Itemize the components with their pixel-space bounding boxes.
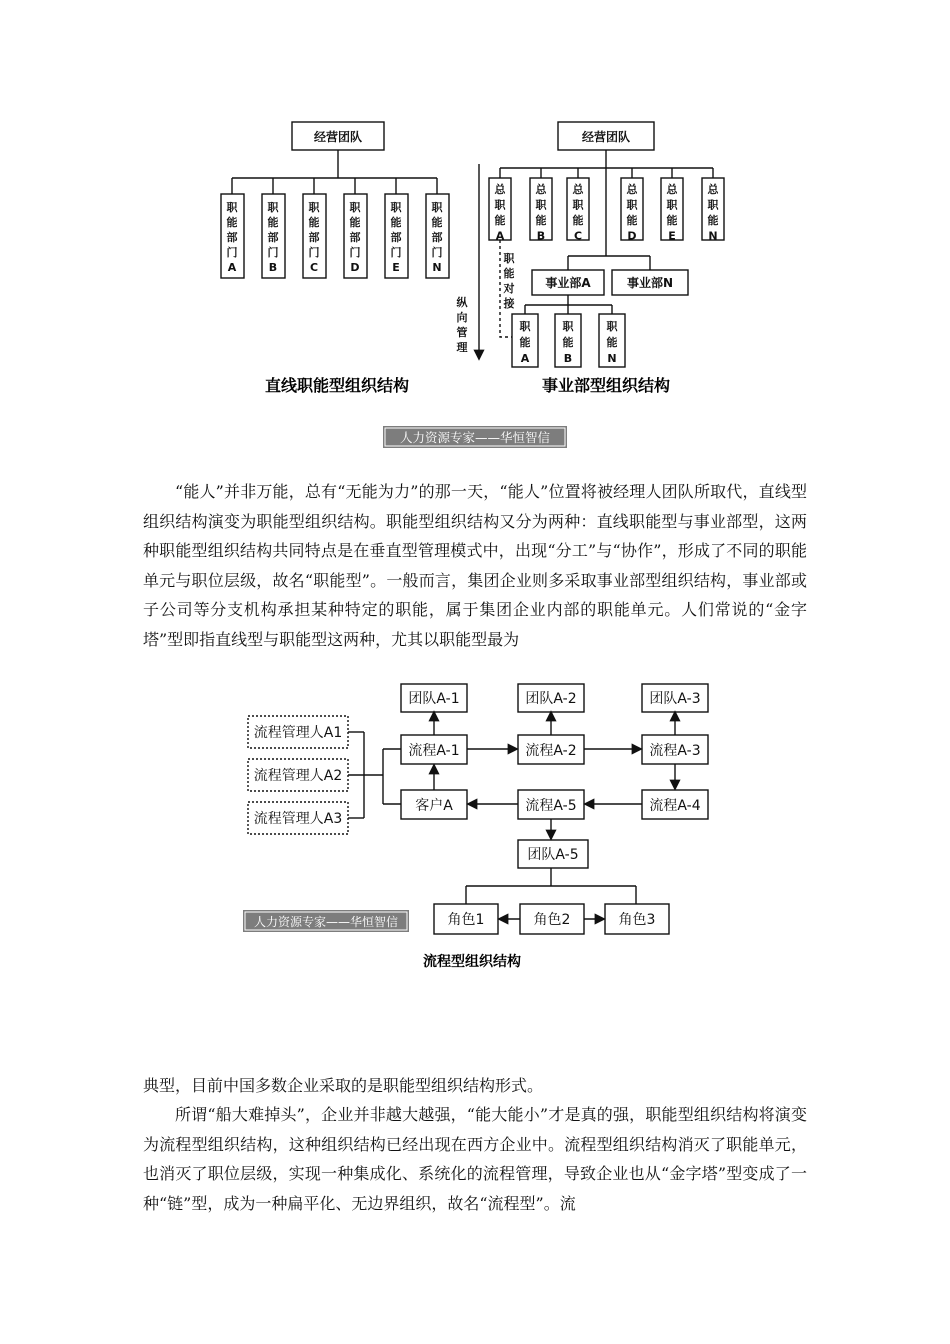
flow-box-1: 流程A-2 xyxy=(525,743,577,759)
team-box-2: 团队A-3 xyxy=(649,691,701,707)
dept-box-3: 职能部门 D xyxy=(349,201,361,274)
dept-box-4: 职能部门 E xyxy=(390,201,402,274)
watermark-1: 人力资源专家——华恒智信 xyxy=(399,430,551,445)
general-func-box-2: 总职能 C xyxy=(572,183,584,243)
manager-box-0: 流程管理人A1 xyxy=(253,725,343,741)
division-n-box: 事业部N xyxy=(626,276,674,290)
paragraph-3: 所谓“船大难掉头”，企业并非越大越强，“能大能小”才是真的强，职能型组织结构将演变为流程型组织结构，这种组织结构已经出现在西方企业中。流程型组织结构消灭了职能单元，也消灭了职位层级，实现一种集成化、系统化的流程管理，导致企业也从“金字塔”型变成了一种“链”型，成为一种扁平化、无边界组织，故名“流程型”。流 xyxy=(143,1105,807,1213)
sub-func-box-1: 职能 B xyxy=(562,320,574,365)
dept-box-2: 职能部门 C xyxy=(308,201,320,274)
division-a-box: 事业部A xyxy=(545,276,591,290)
manager-box-2: 流程管理人A3 xyxy=(253,811,343,827)
link-label: 职能对接 xyxy=(503,252,515,310)
general-func-box-4: 总职能 E xyxy=(666,183,678,243)
team-a5-box: 团队A-5 xyxy=(527,847,579,863)
sub-func-box-0: 职能 A xyxy=(519,320,531,365)
left-caption: 直线职能型组织结构 xyxy=(264,376,410,395)
flow-box-2: 流程A-3 xyxy=(649,743,701,759)
watermark-2: 人力资源专家——华恒智信 xyxy=(253,915,399,929)
manager-box-1: 流程管理人A2 xyxy=(253,768,343,784)
right-caption: 事业部型组织结构 xyxy=(541,376,671,395)
flow-box-3: 流程A-4 xyxy=(649,798,701,814)
paragraph-1: “能人”并非万能，总有“无能为力”的那一天，“能人”位置将被经理人团队所取代，直线型组织结构演变为职能型组织结构。职能型组织结构又分为两种：直线职能型与事业部型，这两种职能型组织结构共同特点是在垂直型管理模式中，出现“分工”与“协作”，形成了不同的职能单元与职位层级，故名“职能型”。一般而言，集团企业则多采取事业部型组织结构，事业部或子公司等分支机构承担某种特定的职能，属于集团企业内部的职能单元。人们常说的“金字塔”型即指直线型与职能型这两种，尤其以职能型最为 xyxy=(143,482,807,649)
fig2-caption: 流程型组织结构 xyxy=(423,954,521,970)
right-top-box: 经营团队 xyxy=(581,130,631,144)
dept-box-5: 职能部门 N xyxy=(431,201,443,274)
role-box-1: 角色2 xyxy=(533,912,571,928)
general-func-box-1: 总职能 B xyxy=(535,183,547,243)
customer-box: 客户A xyxy=(415,798,453,814)
role-box-0: 角色1 xyxy=(447,912,485,928)
role-box-2: 角色3 xyxy=(618,912,656,928)
sub-func-box-2: 职能 N xyxy=(606,320,618,365)
vertical-management-label: 纵向管理 xyxy=(456,296,468,354)
left-top-box: 经营团队 xyxy=(313,130,363,144)
team-box-0: 团队A-1 xyxy=(408,691,460,707)
team-box-1: 团队A-2 xyxy=(525,691,577,707)
general-func-box-3: 总职能 D xyxy=(626,183,638,243)
general-func-box-5: 总职能 N xyxy=(707,183,719,243)
paragraph-2: 典型，目前中国多数企业采取的是职能型组织结构形式。 xyxy=(143,1076,544,1095)
dept-box-0: 职能部门 A xyxy=(226,201,238,274)
general-func-box-0: 总职能 A xyxy=(494,183,506,243)
flow-box-0: 流程A-1 xyxy=(408,743,460,759)
dept-box-1: 职能部门 B xyxy=(267,201,279,274)
flow-box-4: 流程A-5 xyxy=(525,798,577,814)
